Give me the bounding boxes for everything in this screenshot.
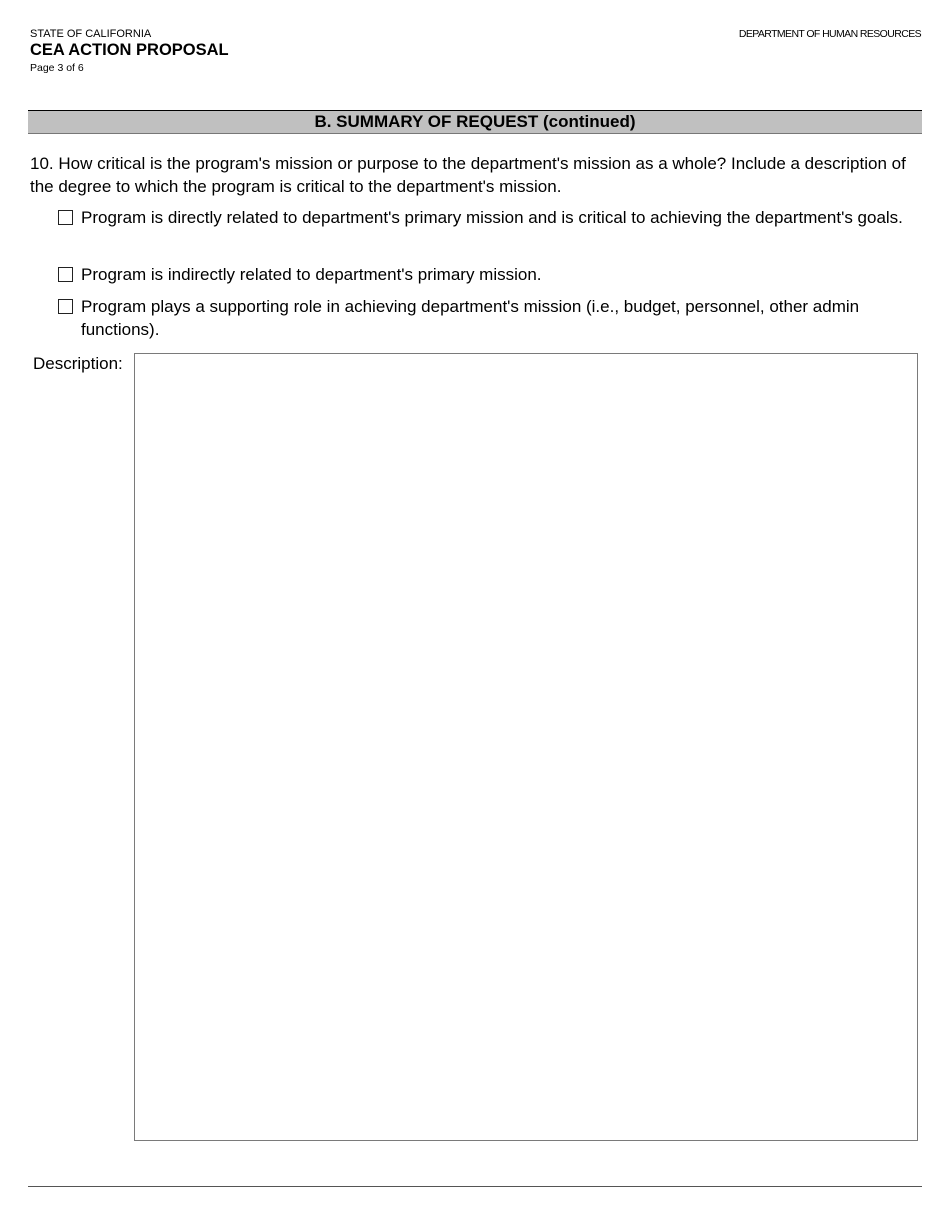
option-indirectly-related[interactable] [58,263,908,286]
option-label: Program is indirectly related to department's primary mission. [81,265,542,284]
form-title: CEA ACTION PROPOSAL [30,41,229,59]
footer-divider [28,1186,922,1187]
description-label: Description: [33,354,123,373]
department-label: DEPARTMENT OF HUMAN RESOURCES [738,28,921,40]
option-directly-related[interactable] [58,206,908,229]
checkbox-directly-related[interactable] [58,210,73,225]
checkbox-indirectly-related[interactable] [58,267,73,282]
state-label: STATE OF CALIFORNIA [30,28,152,40]
option-supporting-role[interactable] [58,295,908,341]
section-header: B. SUMMARY OF REQUEST (continued) [28,110,922,134]
checkbox-supporting-role[interactable] [58,299,73,314]
page-number: Page 3 of 6 [30,62,84,74]
description-textarea[interactable] [134,353,918,1141]
option-label: Program plays a supporting role in achieving department's mission (i.e., budget, personnel, other admin functions). [81,297,860,339]
option-label: Program is directly related to department's primary mission and is critical to achieving the department's goals. [81,208,903,227]
question-text: 10. How critical is the program's mission or purpose to the department's mission as a whole? Include a description of the degree to which the program is critical to the department's mission. [30,154,906,196]
